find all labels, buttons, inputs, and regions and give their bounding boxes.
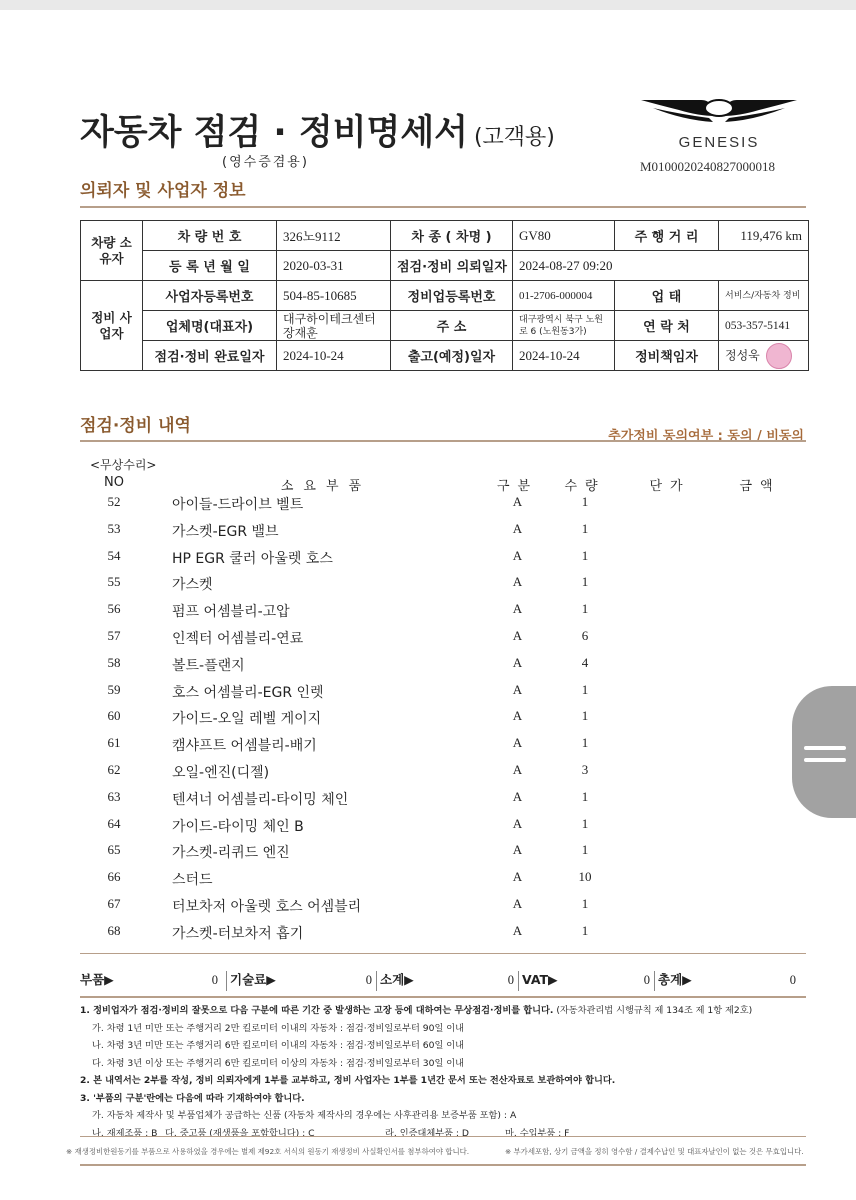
- biz-no-label: 사업자등록번호: [143, 281, 277, 311]
- note-2: 2. 본 내역서는 2부를 작성, 정비 의뢰자에게 1부를 교부하고, 정비 사업자는 1부를 1년간 문서 또는 전산자료로 보관하여야 합니다.: [80, 1075, 616, 1086]
- release-date-value: 2024-10-24: [513, 341, 615, 371]
- biz-no-value: 504-85-10685: [277, 281, 391, 311]
- item-type: A: [512, 628, 523, 643]
- table-row: [80, 816, 806, 842]
- item-name: 가스켓-터보차저 흡기: [172, 925, 304, 942]
- note-3b-3: 라. 인증대체부품 : D: [385, 1127, 469, 1139]
- total-divider: [226, 971, 227, 991]
- consent-status: 추가정비 동의여부 : 동의 / 비동의: [608, 429, 804, 444]
- manager-label: 정비책임자: [615, 341, 719, 371]
- item-type: A: [512, 547, 523, 563]
- table-row: [80, 521, 806, 547]
- item-no: 53: [107, 520, 121, 536]
- item-name: 아이들-드라이브 벨트: [172, 497, 304, 513]
- top-status-bar: [0, 0, 856, 10]
- mileage-value: 119,476 km: [719, 221, 809, 251]
- total-label: 총계▶: [658, 972, 692, 987]
- scroll-handle[interactable]: [792, 686, 856, 818]
- note-1a: 가. 차령 1년 미만 또는 주행거리 2만 킬로미터 이내의 자동차 : 점검·정비일로부터 90일 이내: [92, 1022, 465, 1034]
- item-type: A: [512, 896, 523, 911]
- item-no: 63: [107, 788, 121, 804]
- document-number: M0100020240827000018: [640, 159, 776, 174]
- total-value: 0: [789, 973, 796, 987]
- col-name: 소요부품: [280, 479, 372, 494]
- info-row-business: [81, 281, 809, 311]
- item-type: A: [512, 735, 523, 751]
- info-section-rule: [80, 206, 806, 208]
- table-row: [80, 869, 806, 895]
- item-name: HP EGR 쿨러 아울렛 호스: [172, 550, 333, 567]
- item-name: 볼트-플랜지: [172, 657, 245, 674]
- table-row: [80, 494, 806, 520]
- info-row-dates: [81, 341, 809, 371]
- item-no: 65: [107, 842, 121, 858]
- item-no: 68: [107, 922, 121, 938]
- document-page: [0, 10, 856, 1200]
- table-row: [80, 735, 806, 761]
- table-row: [80, 762, 806, 788]
- item-qty: 1: [581, 922, 589, 938]
- company-value: 대구하이테크센터 장재훈: [277, 311, 391, 341]
- legal-notes: [80, 1002, 810, 1142]
- document-title: [80, 105, 555, 155]
- note-1: [80, 1002, 810, 1020]
- item-no: 55: [107, 574, 121, 590]
- item-no: 59: [107, 681, 121, 697]
- genesis-logo: [634, 96, 804, 151]
- note-3b-1: 나. 재제조품 : B: [92, 1127, 158, 1139]
- reg-date-label: 등 록 년 월 일: [143, 251, 277, 281]
- shop-group-label: 정비 사업자: [81, 281, 143, 371]
- copy-label: (영수증겸용): [222, 155, 309, 170]
- item-no: 56: [107, 601, 121, 617]
- item-type: A: [512, 574, 523, 590]
- item-qty: 1: [581, 574, 589, 590]
- note-1b: 나. 차령 3년 미만 또는 주행거리 6만 킬로미터 이내의 자동차 : 점검·정비일로부터 60일 이내: [92, 1040, 465, 1051]
- total-divider: [518, 971, 519, 991]
- info-table: [80, 220, 809, 371]
- repair-reg-value: 01-2706-000004: [513, 281, 615, 311]
- handle-line-icon: [804, 758, 846, 762]
- totals-bottom-rule: [80, 996, 806, 998]
- item-qty: 10: [578, 869, 592, 885]
- owner-group-label: 차량 소유자: [81, 221, 143, 281]
- total-parts: [80, 968, 222, 994]
- item-qty: 1: [581, 735, 589, 751]
- biz-type-value: 서비스/자동차 정비: [719, 281, 809, 311]
- note-1c: 다. 차령 3년 이상 또는 주행거리 6만 킬로미터 이상의 자동차 : 점검·정비일로부터 30일 이내: [92, 1057, 465, 1069]
- item-qty: 6: [581, 628, 589, 643]
- vat-label: VAT▶: [522, 972, 558, 987]
- items-bottom-rule: [80, 953, 806, 954]
- totals-row: [80, 968, 806, 994]
- handle-line-icon: [804, 746, 846, 750]
- item-type: A: [512, 708, 523, 724]
- item-name: 가이드-오일 레벨 게이지: [172, 711, 322, 728]
- note-3: 3. '부품의 구분'란에는 다음에 따라 기재하여야 합니다.: [80, 1092, 305, 1104]
- item-type: A: [512, 520, 523, 536]
- item-qty: 1: [581, 788, 589, 804]
- page-bottom-rule: [80, 1164, 806, 1166]
- vehicle-no-value: 326노9112: [277, 221, 391, 251]
- biz-type-label: 업 태: [615, 281, 719, 311]
- repair-reg-label: 정비업등록번호: [391, 281, 513, 311]
- item-no: 58: [107, 654, 121, 670]
- manager-value: 정성욱: [725, 348, 760, 362]
- table-row: [80, 789, 806, 815]
- subtotal-value: 0: [507, 973, 514, 987]
- footer-note-right: ※ 부가세포함, 상기 금액을 정히 영수함 / 결제수납인 및 대표자날인이 없는 것은 무효입니다.: [505, 1147, 804, 1156]
- item-type: A: [512, 922, 523, 938]
- model-value: GV80: [513, 221, 615, 251]
- info-section-title: 의뢰자 및 사업자 정보: [80, 181, 246, 201]
- mileage-label: 주 행 거 리: [615, 221, 719, 251]
- item-qty: 4: [581, 654, 589, 670]
- item-type: A: [512, 601, 523, 617]
- item-qty: 3: [581, 762, 589, 777]
- note-3b-4: 마. 수입부품 : F: [505, 1127, 570, 1139]
- item-name: 스터드: [172, 872, 213, 889]
- item-name: 오일-엔진(디젤): [172, 765, 270, 781]
- info-row-company: [81, 311, 809, 341]
- total-subtotal: [380, 968, 518, 994]
- col-qty: 수량: [564, 479, 606, 494]
- item-type: A: [512, 762, 523, 777]
- item-type: A: [512, 681, 523, 697]
- note-3b-2: 다. 중고품 (재생품을 포함합니다) : C: [165, 1127, 315, 1139]
- col-price: 단가: [649, 479, 691, 494]
- item-name: 인젝터 어셈블리-연료: [172, 631, 304, 647]
- complete-date-label: 점검·정비 완료일자: [143, 341, 277, 371]
- company-label: 업체명(대표자): [143, 311, 277, 341]
- free-repair-label: <무상수리>: [90, 458, 157, 472]
- item-qty: 1: [581, 708, 589, 724]
- info-row-registration: [81, 251, 809, 281]
- col-type: 구분: [496, 479, 539, 494]
- work-section-title: 점검·정비 내역: [80, 416, 191, 436]
- manager-cell: [719, 341, 809, 371]
- item-qty: 1: [581, 601, 589, 617]
- note-1-text: 1. 정비업자가 점검·정비의 잘못으로 다음 구분에 따른 기간 중 발생하는 고장 등에 대하여는 무상점검·정비를 합니다.: [80, 1005, 554, 1016]
- note-1-ref: (자동차관리법 시행규칙 제 134조 제 1항 제2호): [556, 1005, 753, 1016]
- table-row: [80, 923, 806, 949]
- item-name: 캠샤프트 어셈블리-배기: [172, 738, 317, 755]
- table-row: [80, 574, 806, 600]
- address-value: 대구광역시 북구 노원로 6 (노원동3가): [513, 311, 615, 341]
- item-no: 62: [107, 762, 121, 777]
- note-3a: 가. 자동차 제작사 및 부품업체가 공급하는 신품 (자동차 제작사의 경우에는 사후관리용 보증부품 포함) : A: [92, 1110, 517, 1121]
- item-type: A: [512, 815, 523, 831]
- item-name: 가스켓-EGR 밸브: [172, 523, 279, 540]
- item-name: 가스켓: [172, 577, 213, 594]
- item-name: 펌프 어셈블리-고압: [172, 604, 290, 621]
- request-date-value: 2024-08-27 09:20: [513, 251, 809, 281]
- col-no: NO: [104, 475, 124, 490]
- item-type: A: [512, 654, 523, 670]
- item-name: 텐셔너 어셈블리-타이밍 체인: [172, 791, 349, 808]
- contact-label: 연 락 처: [615, 311, 719, 341]
- subtotal-label: 소계▶: [380, 972, 414, 987]
- model-label: 차 종 ( 차명 ): [391, 221, 513, 251]
- item-qty: 1: [581, 520, 589, 536]
- item-type: A: [512, 494, 523, 509]
- item-no: 57: [107, 628, 121, 643]
- item-type: A: [512, 788, 523, 804]
- item-name: 호스 어셈블리-EGR 인렛: [172, 684, 324, 701]
- item-qty: 1: [581, 494, 589, 509]
- item-type: A: [512, 842, 523, 858]
- item-qty: 1: [581, 842, 589, 858]
- note-3b: [80, 1125, 810, 1143]
- title-text: 자동차 점검 · 정비명세서: [80, 113, 468, 153]
- complete-date-value: 2024-10-24: [277, 341, 391, 371]
- contact-value: 053-357-5141: [719, 311, 809, 341]
- table-row: [80, 601, 806, 627]
- vat-value: 0: [643, 973, 650, 987]
- table-row: [80, 708, 806, 734]
- brand-name: GENESIS: [678, 134, 760, 151]
- parts-label: 부품▶: [80, 972, 114, 987]
- footer-note-left: ※ 재생정비한원동기를 부품으로 사용하였을 경우에는 별제 제92호 서식의 원동기 재생정비 사실확인서를 첨부하여야 합니다.: [66, 1147, 470, 1156]
- table-row: [80, 896, 806, 922]
- table-row: [80, 842, 806, 868]
- work-section-rule: [80, 440, 806, 442]
- total-divider: [376, 971, 377, 991]
- labor-label: 기술료▶: [230, 972, 276, 987]
- item-qty: 1: [581, 681, 589, 697]
- item-no: 67: [107, 896, 121, 911]
- item-qty: 1: [581, 896, 589, 911]
- total-labor: [230, 968, 376, 994]
- address-label: 주 소: [391, 311, 513, 341]
- title-suffix: (고객용): [473, 125, 555, 150]
- item-no: 61: [107, 735, 121, 751]
- parts-value: 0: [211, 973, 218, 987]
- item-qty: 1: [581, 547, 589, 563]
- item-qty: 1: [581, 815, 589, 831]
- request-date-label: 점검·정비 의뢰일자: [391, 251, 513, 281]
- release-date-label: 출고(예정)일자: [391, 341, 513, 371]
- total-divider: [654, 971, 655, 991]
- item-name: 터보차저 아울렛 호스 어셈블리: [172, 899, 362, 915]
- labor-value: 0: [365, 973, 372, 987]
- genesis-wings-icon: [639, 96, 799, 130]
- col-amount: 금액: [739, 479, 781, 494]
- total-grand: [658, 968, 800, 994]
- table-row: [80, 682, 806, 708]
- notes-bottom-rule: [80, 1136, 806, 1137]
- item-no: 64: [107, 815, 121, 831]
- item-name: 가스켓-리퀴드 엔진: [172, 845, 290, 862]
- reg-date-value: 2020-03-31: [277, 251, 391, 281]
- table-row: [80, 548, 806, 574]
- seal-stamp-icon: [766, 343, 792, 369]
- vehicle-no-label: 차 량 번 호: [143, 221, 277, 251]
- item-no: 54: [107, 547, 121, 563]
- info-row-vehicle: [81, 221, 809, 251]
- item-type: A: [512, 869, 523, 885]
- item-no: 66: [107, 869, 121, 885]
- item-no: 60: [107, 708, 121, 724]
- item-no: 52: [107, 494, 121, 509]
- table-row: [80, 655, 806, 681]
- item-name: 가이드-타이밍 체인 B: [172, 818, 304, 835]
- total-vat: [522, 968, 654, 994]
- table-row: [80, 628, 806, 654]
